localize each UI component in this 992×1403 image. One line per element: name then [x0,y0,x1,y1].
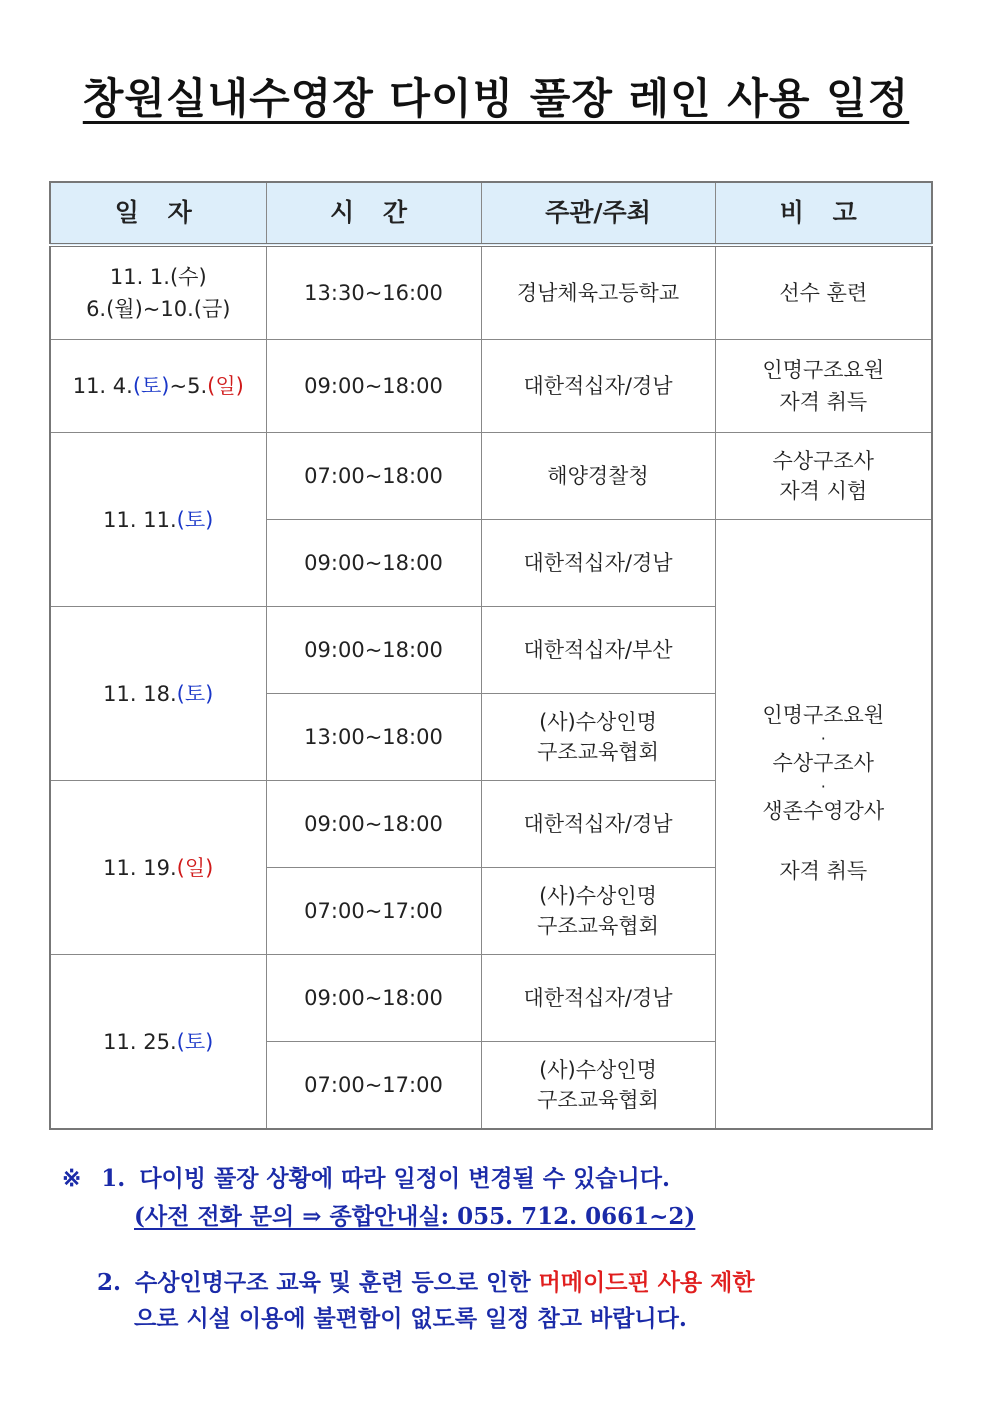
page-title-text: 창원실내수영장 다이빙 풀장 레인 사용 일정 [82,74,910,123]
note-2-cont: 으로 시설 이용에 불편함이 없도록 일정 참고 바랍니다. [134,1305,687,1332]
date-text: 6.(월)~10.(금) [86,297,231,321]
organizer-text: 구조교육협회 [537,740,659,764]
reference-mark: ※ [62,1165,82,1192]
time-cell: 09:00~18:00 [266,781,481,868]
time-cell: 07:00~17:00 [266,1042,481,1130]
date-text: 11. 1.(수) [109,265,207,289]
organizer-text: 구조교육협회 [537,914,659,938]
organizer-text: (사)수상인명 [539,710,657,734]
time-cell: 13:30~16:00 [266,245,481,340]
note-2 [97,1264,755,1297]
note-text: 자격 취득 [779,859,868,883]
note-1-contact: (사전 전화 문의 ⇒ 종합안내실: 055. 712. 0661~2) [134,1203,696,1230]
saturday-label: (토) [176,681,214,706]
note-cell: 선수 훈련 [715,245,932,340]
time-cell: 13:00~18:00 [266,694,481,781]
organizer-cell [481,694,715,781]
date-cell [50,955,266,1130]
organizer-cell: 대한적십자/경남 [481,520,715,607]
schedule-table [49,181,933,1130]
table-header-row [50,182,932,245]
note-text: 수상구조사 [772,449,874,473]
header-time: 시 간 [266,182,481,245]
note-text: 자격 시험 [779,479,868,503]
date-text: ~5. [169,374,208,398]
time-cell: 07:00~18:00 [266,433,481,520]
note-text: 인명구조요원 [762,358,885,382]
header-date: 일 자 [50,182,266,245]
separator-dot: · [820,729,826,748]
saturday-label: (토) [176,507,214,532]
date-text: 11. 18. [103,681,177,706]
saturday-label: (토) [176,1029,214,1054]
date-text: 11. 11. [103,507,177,532]
organizer-cell [481,868,715,955]
note-text: 수상인명구조 교육 및 훈련 등으로 인한 [135,1269,539,1296]
merged-note-cell [715,520,932,1130]
date-cell [50,607,266,781]
note-text: 수상구조사 [772,751,874,775]
note-text: 인명구조요원 [762,703,885,727]
note-text: 자격 취득 [779,390,868,414]
sunday-label: (일) [176,855,214,880]
table-row [50,433,932,520]
organizer-text: 구조교육협회 [537,1088,659,1112]
organizer-text: (사)수상인명 [539,1058,657,1082]
header-organizer: 주관/주최 [481,182,715,245]
note-highlight: 머메이드핀 사용 제한 [538,1269,755,1296]
note-number: 2. [97,1269,122,1296]
date-text: 11. 19. [103,855,177,880]
table-row [50,340,932,433]
organizer-cell: 해양경찰청 [481,433,715,520]
organizer-cell: 대한적십자/부산 [481,607,715,694]
page-title [0,66,992,126]
header-note: 비 고 [715,182,932,245]
note-1 [62,1160,670,1193]
date-text: 11. 25. [103,1029,177,1054]
time-cell: 09:00~18:00 [266,520,481,607]
note-cell [715,433,932,520]
date-cell [50,245,266,340]
organizer-cell: 경남체육고등학교 [481,245,715,340]
note-text: 생존수영강사 [762,799,885,823]
separator-dot: · [820,777,826,796]
organizer-cell: 대한적십자/경남 [481,955,715,1042]
note-text: 다이빙 풀장 상황에 따라 일정이 변경될 수 있습니다. [139,1165,670,1192]
time-cell: 09:00~18:00 [266,607,481,694]
date-text: 11. 4. [72,374,133,398]
organizer-cell [481,1042,715,1130]
organizer-text: (사)수상인명 [539,884,657,908]
organizer-cell: 대한적십자/경남 [481,340,715,433]
table-row [50,245,932,340]
sunday-label: (일) [207,374,244,398]
saturday-label: (토) [132,374,170,398]
time-cell: 09:00~18:00 [266,955,481,1042]
note-cell [715,340,932,433]
date-cell [50,433,266,607]
time-cell: 09:00~18:00 [266,340,481,433]
organizer-cell: 대한적십자/경남 [481,781,715,868]
date-cell [50,340,266,433]
date-cell [50,781,266,955]
time-cell: 07:00~17:00 [266,868,481,955]
note-number: 1. [101,1165,126,1192]
